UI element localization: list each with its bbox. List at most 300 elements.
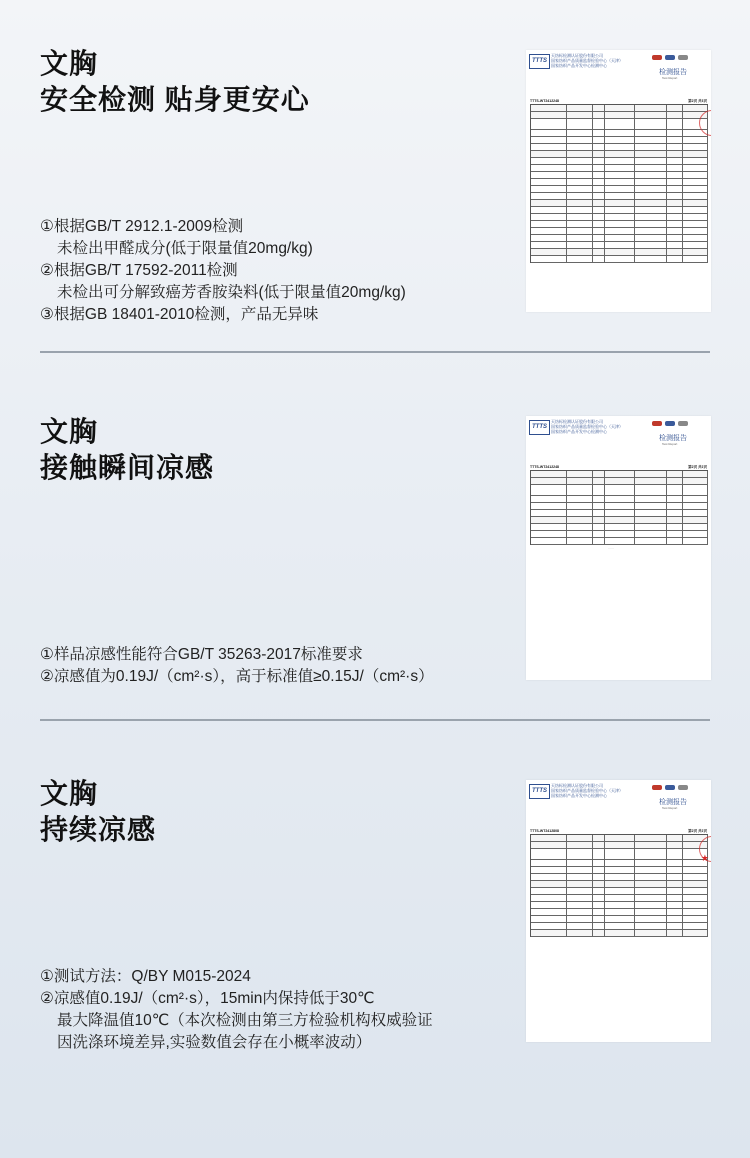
org-line: 天纺标检测认证股份有限公司 bbox=[551, 783, 603, 788]
report-table-cell bbox=[531, 158, 567, 164]
report-table-cell bbox=[567, 916, 593, 922]
report-table-row bbox=[531, 172, 708, 179]
report-table-row bbox=[531, 471, 708, 478]
report-table-cell bbox=[635, 221, 667, 227]
report-table-cell bbox=[567, 112, 593, 118]
report-table-cell bbox=[605, 860, 635, 866]
report-table-cell bbox=[567, 151, 593, 157]
report-table-cell bbox=[567, 860, 593, 866]
report-table-cell bbox=[593, 242, 605, 248]
report-title: 检测报告 bbox=[659, 799, 687, 806]
report-table-cell bbox=[593, 112, 605, 118]
report-page: 第2页 共2页 bbox=[688, 465, 707, 469]
report-table-cell bbox=[605, 496, 635, 502]
report-table-cell bbox=[683, 228, 708, 234]
report-table-row bbox=[531, 930, 708, 937]
report-table-cell bbox=[567, 888, 593, 894]
report-table-cell bbox=[593, 503, 605, 509]
report-table-cell bbox=[667, 517, 683, 523]
report-table-cell bbox=[605, 478, 635, 484]
point-2-detail: 最大降温值10℃（本次检测由第三方检验机构权威验证 bbox=[57, 1012, 433, 1029]
report-table-cell bbox=[683, 538, 708, 544]
report-table-cell bbox=[635, 503, 667, 509]
report-table-cell bbox=[531, 503, 567, 509]
title-line-2: 接触瞬间凉感 bbox=[40, 452, 215, 483]
report-table-cell bbox=[567, 249, 593, 255]
report-table-cell bbox=[667, 531, 683, 537]
report-table-cell bbox=[683, 874, 708, 880]
report-table-cell bbox=[605, 105, 635, 111]
cma-mark-icon bbox=[652, 785, 662, 790]
report-table-cell bbox=[605, 888, 635, 894]
report-table-cell bbox=[531, 214, 567, 220]
report-table-cell bbox=[531, 874, 567, 880]
report-table-cell bbox=[567, 200, 593, 206]
report-table-cell bbox=[667, 130, 683, 136]
report-table-cell bbox=[531, 151, 567, 157]
report-table-cell bbox=[683, 909, 708, 915]
report-table-row bbox=[531, 242, 708, 249]
report-table-row bbox=[531, 849, 708, 860]
report-table-cell bbox=[567, 193, 593, 199]
report-table-cell bbox=[635, 478, 667, 484]
report-table-row bbox=[531, 112, 708, 119]
report-table-cell bbox=[531, 842, 567, 848]
report-table-cell bbox=[683, 242, 708, 248]
report-table-cell bbox=[531, 849, 567, 859]
report-table-cell bbox=[635, 186, 667, 192]
report-table-row bbox=[531, 151, 708, 158]
report-table-cell bbox=[605, 510, 635, 516]
report-table-cell bbox=[567, 130, 593, 136]
report-table-cell bbox=[635, 256, 667, 262]
report-table-cell bbox=[635, 510, 667, 516]
point-2-detail: 未检出可分解致癌芳香胺染料(低于限量值20mg/kg) bbox=[57, 284, 406, 301]
report-number: TTTS-WT2412248 bbox=[530, 465, 559, 469]
report-table-cell bbox=[635, 888, 667, 894]
report-table-cell bbox=[567, 165, 593, 171]
report-table-cell bbox=[635, 119, 667, 129]
report-table-cell bbox=[593, 510, 605, 516]
report-table-cell bbox=[667, 193, 683, 199]
report-table-cell bbox=[593, 888, 605, 894]
report-table-cell bbox=[531, 478, 567, 484]
report-table-cell bbox=[667, 221, 683, 227]
report-table-cell bbox=[667, 538, 683, 544]
report-table-cell bbox=[635, 158, 667, 164]
report-table-cell bbox=[683, 165, 708, 171]
report-table-cell bbox=[593, 860, 605, 866]
test-report-image bbox=[526, 416, 711, 680]
report-table-cell bbox=[667, 485, 683, 495]
report-table-cell bbox=[683, 172, 708, 178]
report-table-cell bbox=[593, 119, 605, 129]
report-table-cell bbox=[593, 496, 605, 502]
report-table-cell bbox=[605, 485, 635, 495]
report-table-cell bbox=[605, 517, 635, 523]
report-table-cell bbox=[667, 916, 683, 922]
report-table-cell bbox=[605, 842, 635, 848]
report-table-cell bbox=[667, 179, 683, 185]
report-table-cell bbox=[667, 119, 683, 129]
report-table-row bbox=[531, 524, 708, 531]
report-table-cell bbox=[605, 214, 635, 220]
report-table-cell bbox=[667, 895, 683, 901]
report-table-row bbox=[531, 214, 708, 221]
report-page: 第2页 共3页 bbox=[688, 99, 707, 103]
report-table-cell bbox=[667, 144, 683, 150]
report-table-cell bbox=[605, 172, 635, 178]
report-table-cell bbox=[567, 874, 593, 880]
report-table-cell bbox=[605, 902, 635, 908]
report-table-row bbox=[531, 235, 708, 242]
report-table-cell bbox=[593, 923, 605, 929]
report-table-row bbox=[531, 517, 708, 524]
test-points bbox=[40, 644, 434, 688]
report-table-cell bbox=[683, 137, 708, 143]
report-table-cell bbox=[531, 485, 567, 495]
report-table-cell bbox=[667, 874, 683, 880]
test-report-image bbox=[526, 50, 711, 312]
report-table-cell bbox=[605, 249, 635, 255]
report-table-cell bbox=[593, 105, 605, 111]
org-line: 国家纺织产品质量监督检验中心（天津） bbox=[551, 58, 623, 63]
report-table-cell bbox=[635, 242, 667, 248]
report-table-cell bbox=[531, 165, 567, 171]
report-table-row bbox=[531, 193, 708, 200]
report-table-cell bbox=[667, 242, 683, 248]
report-table-cell bbox=[683, 524, 708, 530]
report-table-cell bbox=[683, 200, 708, 206]
report-table-cell bbox=[683, 930, 708, 936]
section-divider bbox=[40, 719, 710, 721]
report-table-cell bbox=[635, 835, 667, 841]
report-table-cell bbox=[667, 867, 683, 873]
report-table-cell bbox=[635, 531, 667, 537]
report-table-cell bbox=[531, 221, 567, 227]
report-table-cell bbox=[605, 151, 635, 157]
report-table-cell bbox=[635, 228, 667, 234]
report-table-row bbox=[531, 909, 708, 916]
report-table-cell bbox=[605, 112, 635, 118]
report-table-row bbox=[531, 186, 708, 193]
report-table-cell bbox=[635, 200, 667, 206]
report-table-cell bbox=[635, 137, 667, 143]
report-table-cell bbox=[593, 207, 605, 213]
org-line: 国家纺织产品开发中心检测中心 bbox=[551, 429, 607, 434]
ttts-logo: TTTS bbox=[529, 784, 550, 799]
report-table-cell bbox=[683, 207, 708, 213]
report-table-row bbox=[531, 510, 708, 517]
report-number: TTTS-WT2412248 bbox=[530, 99, 559, 103]
report-table-cell bbox=[567, 207, 593, 213]
report-table-cell bbox=[683, 895, 708, 901]
ilac-mark-icon bbox=[678, 785, 688, 790]
report-page: 第2页 共2页 bbox=[688, 829, 707, 833]
report-table-row bbox=[531, 478, 708, 485]
org-line: 国家纺织产品质量监督检验中心（天津） bbox=[551, 788, 623, 793]
report-table-cell bbox=[567, 137, 593, 143]
report-table-cell bbox=[635, 172, 667, 178]
report-table-row bbox=[531, 881, 708, 888]
org-line: 国家纺织产品开发中心检测中心 bbox=[551, 793, 607, 798]
test-points bbox=[40, 966, 433, 1054]
report-table-row bbox=[531, 137, 708, 144]
ilac-mark-icon bbox=[678, 421, 688, 426]
report-table-cell bbox=[531, 249, 567, 255]
report-table-cell bbox=[605, 849, 635, 859]
report-table-cell bbox=[635, 867, 667, 873]
report-table-cell bbox=[605, 867, 635, 873]
report-table-cell bbox=[531, 242, 567, 248]
report-table-cell bbox=[531, 510, 567, 516]
report-table-cell bbox=[667, 496, 683, 502]
report-table-cell bbox=[667, 503, 683, 509]
report-table-cell bbox=[531, 835, 567, 841]
report-table-cell bbox=[531, 172, 567, 178]
report-table-row bbox=[531, 867, 708, 874]
report-table-cell bbox=[593, 867, 605, 873]
report-table-row bbox=[531, 119, 708, 130]
report-table-cell bbox=[635, 524, 667, 530]
report-table-cell bbox=[531, 471, 567, 477]
report-table-cell bbox=[567, 909, 593, 915]
report-table-cell bbox=[667, 835, 683, 841]
report-table-cell bbox=[683, 902, 708, 908]
point-2: ②凉感值0.19J/（cm²·s），15min内保持低于30℃ bbox=[40, 990, 375, 1007]
title-line-1: 文胸 bbox=[40, 48, 99, 79]
report-table-cell bbox=[605, 835, 635, 841]
report-table bbox=[530, 470, 708, 545]
report-table-cell bbox=[593, 909, 605, 915]
section-lasting-cool bbox=[0, 722, 750, 1158]
report-table-cell bbox=[593, 151, 605, 157]
report-table-cell bbox=[667, 849, 683, 859]
report-table-cell bbox=[531, 207, 567, 213]
report-table-cell bbox=[605, 538, 635, 544]
red-star-icon: ★ bbox=[700, 853, 709, 863]
report-table-cell bbox=[635, 179, 667, 185]
point-2-note: 因洗涤环境差异,实验数值会存在小概率波动） bbox=[57, 1034, 372, 1051]
report-table-cell bbox=[635, 902, 667, 908]
report-table-cell bbox=[667, 165, 683, 171]
report-table-cell bbox=[567, 186, 593, 192]
org-line: 国家纺织产品质量监督检验中心（天津） bbox=[551, 424, 623, 429]
title-line-2: 安全检测 贴身更安心 bbox=[40, 84, 310, 115]
report-subtitle: Test Report bbox=[662, 442, 678, 446]
report-table-cell bbox=[683, 503, 708, 509]
report-table-row bbox=[531, 842, 708, 849]
report-table-cell bbox=[635, 881, 667, 887]
report-table-cell bbox=[593, 165, 605, 171]
report-table-row bbox=[531, 221, 708, 228]
report-table-cell bbox=[567, 256, 593, 262]
report-table-cell bbox=[667, 524, 683, 530]
report-table-cell bbox=[567, 119, 593, 129]
org-line: 天纺标检测认证股份有限公司 bbox=[551, 419, 603, 424]
report-table-cell bbox=[531, 200, 567, 206]
report-table-cell bbox=[593, 930, 605, 936]
report-table-cell bbox=[683, 531, 708, 537]
report-table-cell bbox=[605, 909, 635, 915]
report-table-row bbox=[531, 105, 708, 112]
report-table-cell bbox=[635, 517, 667, 523]
report-table-cell bbox=[635, 930, 667, 936]
report-table-row bbox=[531, 200, 708, 207]
report-table-cell bbox=[605, 242, 635, 248]
point-2: ②根据GB/T 17592-2011检测 bbox=[40, 262, 238, 279]
report-table-cell bbox=[635, 471, 667, 477]
point-1-detail: 未检出甲醛成分(低于限量值20mg/kg) bbox=[57, 240, 313, 257]
report-table-cell bbox=[667, 923, 683, 929]
report-table-cell bbox=[593, 524, 605, 530]
report-table-cell bbox=[683, 193, 708, 199]
report-table-cell bbox=[567, 895, 593, 901]
report-table-cell bbox=[605, 881, 635, 887]
report-org bbox=[551, 783, 623, 798]
report-table-row bbox=[531, 531, 708, 538]
cnas-mark-icon bbox=[665, 55, 675, 60]
point-3: ③根据GB 18401-2010检测，产品无异味 bbox=[40, 306, 319, 323]
report-table-cell bbox=[605, 200, 635, 206]
report-table-cell bbox=[605, 228, 635, 234]
report-table-cell bbox=[683, 151, 708, 157]
report-table-cell bbox=[667, 151, 683, 157]
report-table-cell bbox=[531, 105, 567, 111]
report-table-cell bbox=[531, 923, 567, 929]
report-number: TTTS-WT2412808 bbox=[530, 829, 559, 833]
report-table-cell bbox=[605, 158, 635, 164]
report-table-cell bbox=[593, 849, 605, 859]
report-table-cell bbox=[531, 860, 567, 866]
report-table-cell bbox=[567, 842, 593, 848]
report-table-cell bbox=[567, 172, 593, 178]
report-table-cell bbox=[593, 471, 605, 477]
report-table-cell bbox=[605, 165, 635, 171]
test-points bbox=[40, 216, 406, 326]
report-table-cell bbox=[567, 835, 593, 841]
cma-mark-icon bbox=[652, 421, 662, 426]
report-table-cell bbox=[567, 503, 593, 509]
report-table-row bbox=[531, 888, 708, 895]
report-table-row bbox=[531, 503, 708, 510]
report-table-cell bbox=[531, 867, 567, 873]
report-table-cell bbox=[593, 842, 605, 848]
report-table-cell bbox=[567, 214, 593, 220]
report-table-cell bbox=[567, 158, 593, 164]
report-table-cell bbox=[605, 179, 635, 185]
report-table-cell bbox=[667, 842, 683, 848]
report-table-cell bbox=[635, 105, 667, 111]
report-table-cell bbox=[605, 186, 635, 192]
report-table-cell bbox=[593, 531, 605, 537]
report-table-cell bbox=[683, 923, 708, 929]
report-table-row bbox=[531, 860, 708, 867]
report-table-cell bbox=[593, 256, 605, 262]
cnas-mark-icon bbox=[665, 421, 675, 426]
report-table-cell bbox=[635, 895, 667, 901]
report-table-row bbox=[531, 874, 708, 881]
report-table-cell bbox=[593, 249, 605, 255]
report-table-cell bbox=[635, 860, 667, 866]
report-table-cell bbox=[593, 517, 605, 523]
report-table-cell bbox=[567, 867, 593, 873]
report-table-row bbox=[531, 895, 708, 902]
report-table-cell bbox=[593, 137, 605, 143]
report-table-cell bbox=[531, 256, 567, 262]
report-table-cell bbox=[635, 151, 667, 157]
report-table-cell bbox=[593, 221, 605, 227]
report-table-row bbox=[531, 496, 708, 503]
report-table-cell bbox=[667, 172, 683, 178]
report-table-cell bbox=[567, 849, 593, 859]
report-table-cell bbox=[635, 538, 667, 544]
report-table-cell bbox=[667, 902, 683, 908]
report-table-row bbox=[531, 916, 708, 923]
ilac-mark-icon bbox=[678, 55, 688, 60]
report-table-cell bbox=[683, 517, 708, 523]
report-table-cell bbox=[605, 221, 635, 227]
report-table-cell bbox=[683, 867, 708, 873]
report-org bbox=[551, 419, 623, 434]
report-table-cell bbox=[667, 881, 683, 887]
report-table-cell bbox=[667, 478, 683, 484]
section-title bbox=[40, 46, 310, 118]
report-table-cell bbox=[605, 119, 635, 129]
report-table-cell bbox=[605, 144, 635, 150]
report-table-cell bbox=[593, 130, 605, 136]
report-table-cell bbox=[635, 214, 667, 220]
section-title bbox=[40, 776, 156, 848]
report-table-cell bbox=[635, 874, 667, 880]
report-table-row bbox=[531, 923, 708, 930]
report-table-cell bbox=[683, 485, 708, 495]
report-table-cell bbox=[605, 524, 635, 530]
title-line-1: 文胸 bbox=[40, 778, 99, 809]
report-table-cell bbox=[567, 242, 593, 248]
title-line-1: 文胸 bbox=[40, 416, 99, 447]
point-1: ①根据GB/T 2912.1-2009检测 bbox=[40, 218, 244, 235]
report-table-cell bbox=[567, 902, 593, 908]
report-table-cell bbox=[683, 158, 708, 164]
report-table-cell bbox=[531, 179, 567, 185]
report-table-cell bbox=[667, 235, 683, 241]
report-table-cell bbox=[593, 895, 605, 901]
report-table-cell bbox=[593, 881, 605, 887]
report-table-cell bbox=[531, 130, 567, 136]
report-table-cell bbox=[567, 531, 593, 537]
report-table-cell bbox=[667, 860, 683, 866]
report-table-cell bbox=[683, 510, 708, 516]
report-table-cell bbox=[667, 186, 683, 192]
point-1: ①测试方法：Q/BY M015-2024 bbox=[40, 968, 251, 985]
report-table-cell bbox=[667, 249, 683, 255]
report-table-cell bbox=[531, 137, 567, 143]
report-table-cell bbox=[683, 221, 708, 227]
report-table-row bbox=[531, 835, 708, 842]
report-table-cell bbox=[567, 105, 593, 111]
report-table-cell bbox=[635, 496, 667, 502]
cnas-mark-icon bbox=[665, 785, 675, 790]
report-table-cell bbox=[667, 888, 683, 894]
report-table-cell bbox=[567, 881, 593, 887]
report-table-cell bbox=[667, 137, 683, 143]
report-table-cell bbox=[635, 112, 667, 118]
report-table-cell bbox=[593, 200, 605, 206]
ttts-logo: TTTS bbox=[529, 54, 550, 69]
report-table-cell bbox=[593, 172, 605, 178]
report-table-cell bbox=[567, 221, 593, 227]
